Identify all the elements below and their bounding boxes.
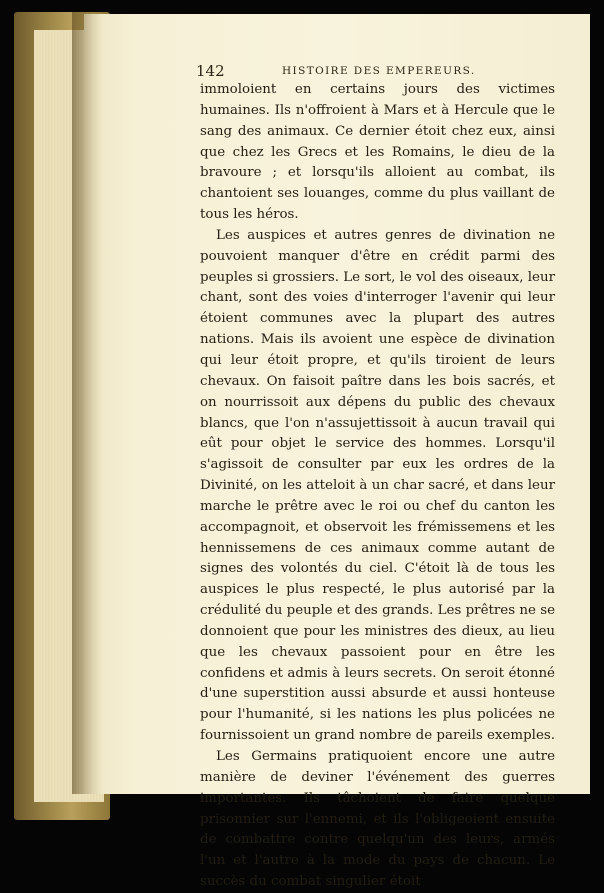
running-head: HISTOIRE DES EMPEREURS. (282, 65, 476, 77)
body-text (200, 80, 555, 893)
paragraph: Les auspices et autres genres de divination ne pouvoient manquer d'être en crédit parmi des peuples si grossiers. Le sort, le vol des oiseaux, leur chant, sont des voies d'interroger l'avenir qui leur étoient communes avec la plupart des autres nations. Mais ils avoient une espèce de divination qui leur étoit propre, et qu'ils tiroient de leurs chevaux. On faisoit paître dans les bois sacrés, et on nourrissoit aux dépens du public des chevaux blancs, que l'on n'assujettissoit à aucun travail qui eût pour objet le service des hommes. Lorsqu'il s'agissoit de consulter par eux les ordres de la Divinité, on les atteloit à un char sacré, et dans leur marche le prêtre avec le roi ou chef du canton les accompagnoit, et observoit les frémissemens et les hennissemens de ces animaux comme autant de signes des volontés du ciel. C'étoit là de tous les auspices le plus respecté, le plus autorisé par la crédulité du peuple et des grands. Les prêtres ne se donnoient que pour les ministres des dieux, au lieu que les chevaux passoient pour en être les confidens et admis à leurs secrets. On seroit étonné d'une superstition aussi absurde et aussi honteuse pour l'humanité, si les nations les plus policées ne fournissoient un grand nombre de pareils exemples. (200, 227, 556, 744)
gutter-shadow (72, 12, 102, 794)
paragraph: immoloient en certains jours des victimes humaines. Ils n'offroient à Mars et à Hercule que le sang des animaux. Ce dernier étoit chez eux, ainsi que chez les Grecs et les Romains, le dieu de la bravoure ; et lorsqu'ils alloient au combat, ils chantoient ses louanges, comme du plus vaillant de tous les héros. (200, 82, 555, 223)
page-number: 142 (196, 62, 225, 80)
paragraph: Les Germains pratiquoient encore une autre manière de deviner l'événement des guerres importantes. Ils tâchoient de faire quelque prisonnier sur l'ennemi, et ils l'obligeoient ensuite de combattre contre quelqu'un des leurs, armés l'un et l'autre à la mode du pays de chacun. Le succès du combat singulier étoit (200, 749, 555, 890)
